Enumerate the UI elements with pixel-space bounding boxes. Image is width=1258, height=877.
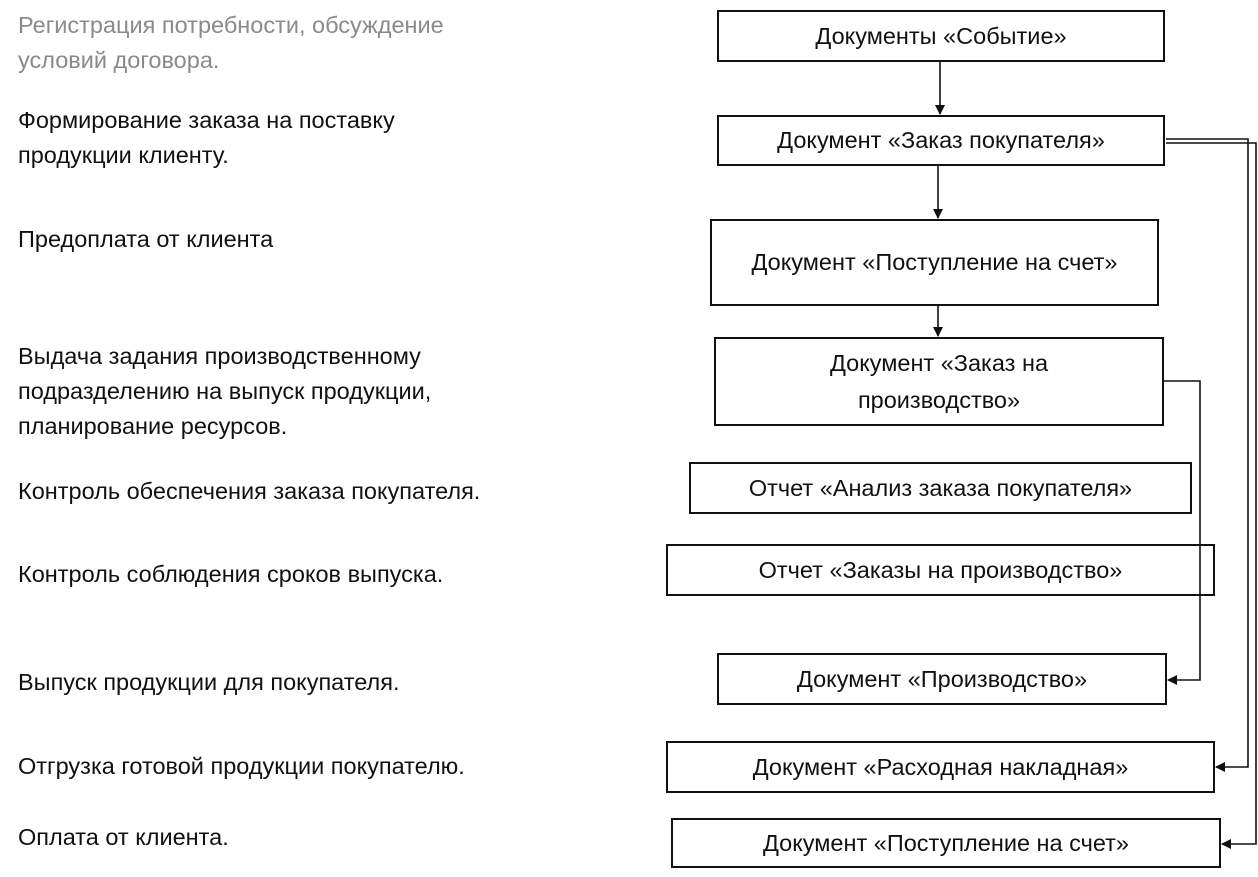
step-prepayment: Предоплата от клиента <box>18 226 274 252</box>
step-deadline-control: Контроль соблюдения сроков выпуска. <box>18 561 444 587</box>
box-event-documents <box>717 10 1165 62</box>
step-need-registration: Регистрация потребности, обсуждение условий договора. <box>18 12 444 73</box>
box-incoming-payment <box>710 219 1159 306</box>
box-label: Документы «Событие» <box>815 22 1067 49</box>
box-label: Отчет «Анализ заказа покупателя» <box>748 474 1133 501</box>
box-order-analysis-report <box>689 462 1192 514</box>
box-sales-invoice <box>666 741 1215 793</box>
step-production-task: Выдача задания производственному подразделению на выпуск продукции, планирование ресурсов. <box>18 343 432 439</box>
box-label: Документ «Заказ покупателя» <box>777 127 1105 153</box>
box-label: Документ «Поступление на счет» <box>763 829 1129 856</box>
box-production-document <box>717 653 1167 705</box>
step-order-formation: Формирование заказа на поставку продукции клиенту. <box>18 107 395 168</box>
box-production-order <box>714 337 1164 426</box>
box-label: Документ «Расходная накладная» <box>752 753 1129 780</box>
step-order-supply-control: Контроль обеспечения заказа покупателя. <box>18 478 481 504</box>
step-production-release: Выпуск продукции для покупателя. <box>18 669 400 695</box>
arrow-production-order-to-production <box>1164 381 1200 680</box>
box-incoming-payment-final <box>671 818 1221 868</box>
box-label: Отчет «Заказы на производство» <box>758 556 1123 583</box>
box-production-orders-report <box>666 544 1215 596</box>
step-shipment: Отгрузка готовой продукции покупателю. <box>18 753 465 779</box>
box-label: Документ «Заказ на производство» <box>829 349 1049 413</box>
box-label: Документ «Производство» <box>796 665 1088 692</box>
step-payment: Оплата от клиента. <box>18 824 229 850</box>
arrow-order-to-invoice <box>1166 139 1248 767</box>
box-label: Документ «Поступление на счет» <box>751 249 1118 275</box>
box-customer-order <box>717 115 1165 166</box>
